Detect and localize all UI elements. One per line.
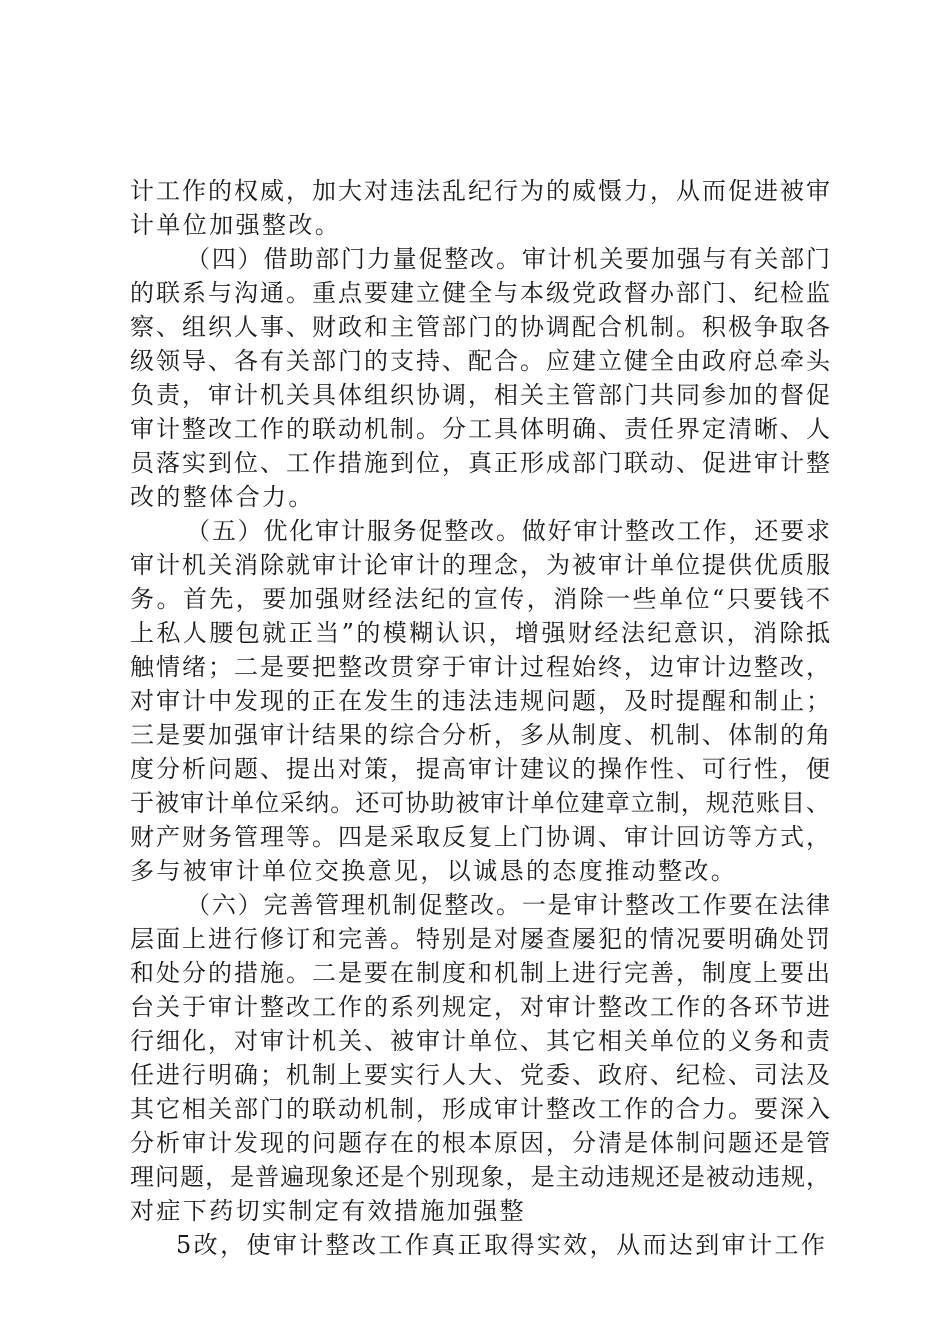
text-line: 对症下药切实制定有效措施加强整 xyxy=(130,1197,526,1225)
text-line: 5改，使审计整改工作真正取得实效，从而达到审计工作 xyxy=(176,1231,828,1259)
text-line: 审计机关消除就审计论审计的理念，为被审计单位提供优质服 xyxy=(130,551,830,579)
text-line: 行细化，对审计机关、被审计单位、其它相关单位的义务和责 xyxy=(130,1027,830,1055)
text-line: 任进行明确；机制上要实行人大、党委、政府、纪检、司法及 xyxy=(130,1061,830,1089)
text-line: 和处分的措施。二是要在制度和机制上进行完善，制度上要出 xyxy=(130,959,830,987)
text-line: 理问题，是普遍现象还是个别现象，是主动违规还是被动违规， xyxy=(130,1163,830,1191)
text-line: 多与被审计单位交换意见，以诚恳的态度推动整改。 xyxy=(130,857,738,885)
text-line: 级领导、各有关部门的支持、配合。应建立健全由政府总牵头 xyxy=(130,347,830,375)
text-line: 度分析问题、提出对策，提高审计建议的操作性、可行性，便 xyxy=(130,755,830,783)
text-line: 分析审计发现的问题存在的根本原因，分清是体制问题还是管 xyxy=(130,1129,830,1157)
paragraph-heading-6: （六）完善管理机制促整改。一是审计整改工作要在法律 xyxy=(186,891,830,919)
text-line: 台关于审计整改工作的系列规定，对审计整改工作的各环节进 xyxy=(130,993,830,1021)
text-line: 触情绪；二是要把整改贯穿于审计过程始终，边审计边整改， xyxy=(130,653,830,681)
text-line: 计工作的权威，加大对违法乱纪行为的威慑力，从而促进被审 xyxy=(130,177,830,205)
text-line: 计单位加强整改。 xyxy=(130,211,342,239)
text-line: 上私人腰包就正当”的模糊认识，增强财经法纪意识，消除抵 xyxy=(130,619,830,647)
text-line: 三是要加强审计结果的综合分析，多从制度、机制、体制的角 xyxy=(130,721,830,749)
text-line: 改的整体合力。 xyxy=(130,483,315,511)
text-line: 其它相关部门的联动机制，形成审计整改工作的合力。要深入 xyxy=(130,1095,830,1123)
text-line: 层面上进行修订和完善。特别是对屡查屡犯的情况要明确处罚 xyxy=(130,925,830,953)
text-line: 的联系与沟通。重点要建立健全与本级党政督办部门、纪检监 xyxy=(130,279,830,307)
text-line: 负责，审计机关具体组织协调，相关主管部门共同参加的督促 xyxy=(130,381,830,409)
paragraph-heading-4: （四）借助部门力量促整改。审计机关要加强与有关部门 xyxy=(186,245,830,273)
text-line: 于被审计单位采纳。还可协助被审计单位建章立制，规范账目、 xyxy=(130,789,830,817)
text-line: 财产财务管理等。四是采取反复上门协调、审计回访等方式， xyxy=(130,823,830,851)
paragraph-heading-5: （五）优化审计服务促整改。做好审计整改工作，还要求 xyxy=(186,517,830,545)
text-line: 对审计中发现的正在发生的违法违规问题，及时提醒和制止； xyxy=(130,687,830,715)
text-line: 审计整改工作的联动机制。分工具体明确、责任界定清晰、人 xyxy=(130,415,830,443)
text-line: 务。首先，要加强财经法纪的宣传，消除一些单位“只要钱不 xyxy=(130,585,830,613)
text-line: 察、组织人事、财政和主管部门的协调配合机制。积极争取各 xyxy=(130,313,830,341)
text-line: 员落实到位、工作措施到位，真正形成部门联动、促进审计整 xyxy=(130,449,830,477)
